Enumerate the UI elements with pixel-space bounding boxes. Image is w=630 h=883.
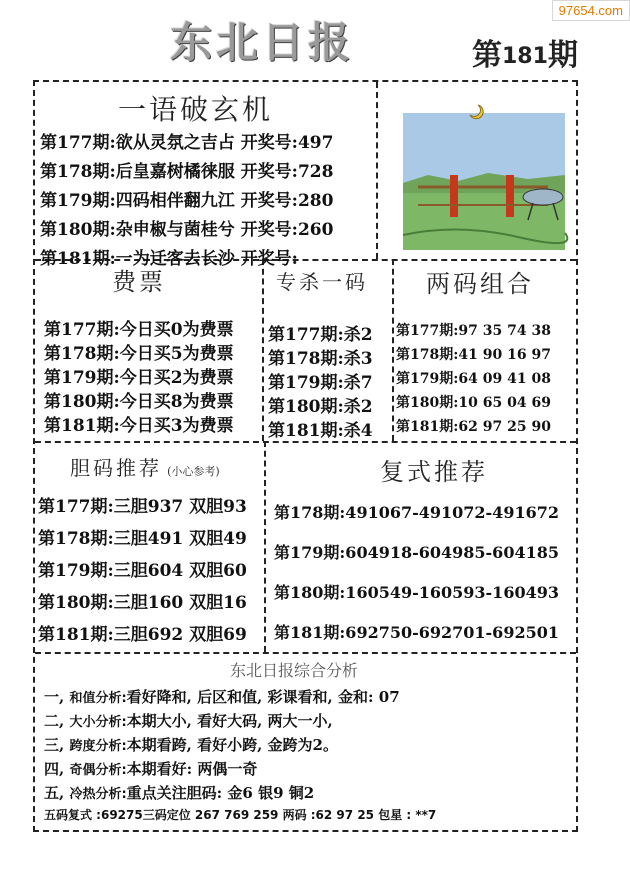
combo-row: 第178期:41 90 16 97 xyxy=(396,347,551,363)
site-watermark: 97654.com xyxy=(552,0,630,21)
danma-row: 第177期:三胆937 双胆93 xyxy=(38,497,247,517)
kill-row: 第180期:杀2 xyxy=(268,397,373,417)
issue-prefix: 第 xyxy=(472,38,502,73)
riddle-title: 一语破玄机 xyxy=(118,93,274,126)
divider-row-2 xyxy=(35,441,576,443)
combo-list xyxy=(396,320,551,440)
riddle-row: 第179期:四码相伴翻九江 开奖号:280 xyxy=(40,191,334,211)
fushi-row: 第180期:160549-160593-160493 xyxy=(274,583,559,602)
riddle-row: 第177期:欲从灵氛之吉占 开奖号:497 xyxy=(40,133,334,153)
divider-danma-vertical xyxy=(264,441,266,652)
danma-row: 第178期:三胆491 双胆49 xyxy=(38,529,247,549)
analysis-title: 东北日报综合分析 xyxy=(230,661,359,680)
kill-row: 第179期:杀7 xyxy=(268,373,373,393)
riddle-row: 第181期:一为迁客去长沙 开奖号: xyxy=(40,249,298,269)
divider-feipiao-vertical xyxy=(262,259,264,441)
combo-row: 第177期:97 35 74 38 xyxy=(396,323,551,339)
divider-kill-vertical xyxy=(392,259,394,441)
fushi-list xyxy=(274,500,559,660)
fushi-row: 第178期:491067-491072-491672 xyxy=(274,503,559,522)
kill-title: 专杀一码 xyxy=(276,270,368,294)
combo-title: 两码组合 xyxy=(426,270,534,298)
danma-title: 胆码推荐 xyxy=(70,456,162,480)
feipiao-row: 第179期:今日买2为费票 xyxy=(44,368,234,388)
analysis-row: 三, 跨度分析:本期看跨, 看好小跨, 金跨为2。 xyxy=(44,736,338,754)
danma-row: 第181期:三胆692 双胆69 xyxy=(38,625,247,645)
analysis-row: 四, 奇偶分析:本期看好: 两偶一奇 xyxy=(44,760,258,778)
analysis-footer: 五码复式 :69275三码定位 267 769 259 两码 :62 97 25 包星 : **7 xyxy=(44,808,437,822)
combo-row: 第181期:62 97 25 90 xyxy=(396,419,551,435)
combo-row: 第180期:10 65 04 69 xyxy=(396,395,551,411)
riddle-list xyxy=(40,128,333,273)
riddle-row: 第180期:杂申椒与菌桂兮 开奖号:260 xyxy=(40,220,334,240)
analysis-row: 二, 大小分析:本期大小, 看好大码, 两大一小, xyxy=(44,712,333,730)
feipiao-row: 第181期:今日买3为费票 xyxy=(44,416,234,436)
masthead-title: 东北日报 xyxy=(170,18,355,67)
landscape-illustration xyxy=(398,95,570,250)
kill-row: 第178期:杀3 xyxy=(268,349,373,369)
feipiao-title: 费票 xyxy=(112,268,166,296)
danma-row: 第179期:三胆604 双胆60 xyxy=(38,561,247,581)
danma-list xyxy=(38,492,247,652)
fushi-row: 第179期:604918-604985-604185 xyxy=(274,543,559,562)
fushi-row: 第181期:692750-692701-692501 xyxy=(274,623,559,642)
analysis-row: 五, 冷热分析:重点关注胆码: 金6 银9 铜2 xyxy=(44,784,315,802)
kill-row: 第181期:杀4 xyxy=(268,421,373,441)
issue-number xyxy=(472,30,578,74)
divider-riddle-vertical xyxy=(376,82,378,259)
feipiao-list xyxy=(44,315,234,435)
feipiao-row: 第177期:今日买0为费票 xyxy=(44,320,234,340)
danma-note: (小心参考) xyxy=(167,465,220,478)
kill-row: 第177期:杀2 xyxy=(268,325,373,345)
issue-value: 181 xyxy=(502,44,548,69)
combo-row: 第179期:64 09 41 08 xyxy=(396,371,551,387)
feipiao-row: 第180期:今日买8为费票 xyxy=(44,392,234,412)
analysis-list xyxy=(44,686,400,806)
danma-row: 第180期:三胆160 双胆16 xyxy=(38,593,247,613)
analysis-row: 一, 和值分析:看好降和, 后区和值, 彩课看和, 金和: 07 xyxy=(44,688,400,706)
fushi-title: 复式推荐 xyxy=(380,458,488,486)
issue-suffix: 期 xyxy=(547,38,578,73)
danma-header xyxy=(70,452,220,481)
feipiao-row: 第178期:今日买5为费票 xyxy=(44,344,234,364)
kill-list xyxy=(268,320,373,440)
riddle-row: 第178期:后皇嘉树橘徕服 开奖号:728 xyxy=(40,162,334,182)
